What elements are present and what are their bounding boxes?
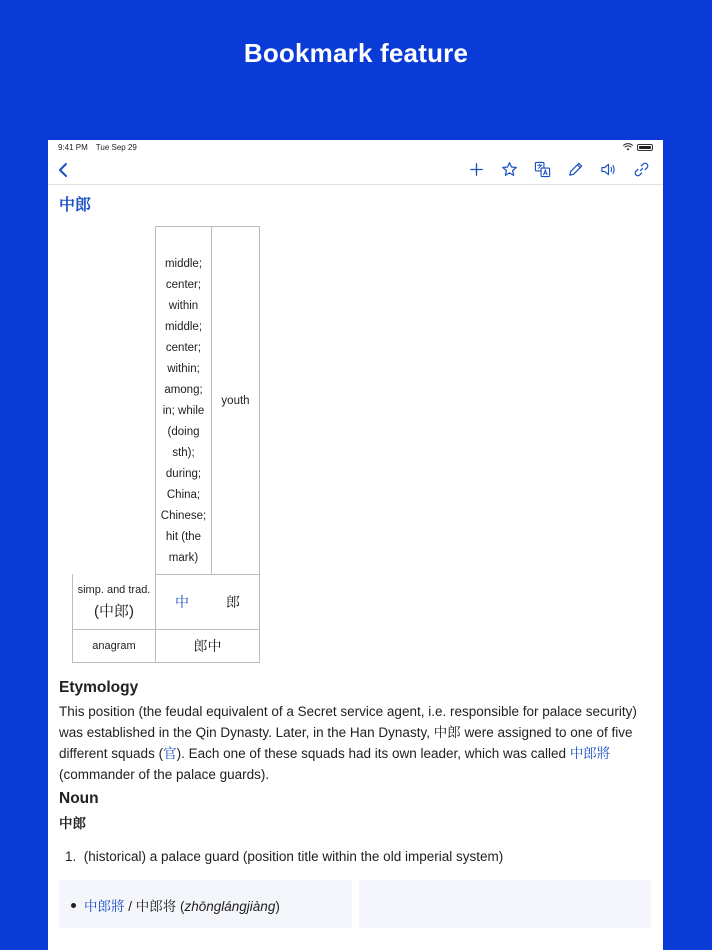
derived-terms-box-empty — [359, 880, 651, 928]
translate-icon — [534, 161, 551, 178]
gloss-line: middle; — [164, 258, 203, 270]
plus-icon — [468, 161, 485, 178]
battery-icon — [637, 144, 653, 151]
gloss-line: within — [168, 300, 199, 312]
noun-heading: Noun — [59, 790, 99, 807]
gloss-line: mark) — [168, 552, 199, 564]
gloss-line: China; — [166, 489, 201, 501]
anagram-label: anagram — [92, 639, 136, 652]
etymology-paragraph — [59, 701, 653, 785]
edit-button[interactable] — [566, 160, 585, 179]
headline: Bookmark feature — [243, 38, 469, 68]
back-icon[interactable] — [56, 162, 70, 178]
gloss-line: in; while — [162, 405, 205, 417]
etymology-text: ). Each one of these squads had its own leader, which was called — [176, 746, 570, 761]
derived-term-link[interactable]: 中郎將 — [84, 899, 125, 914]
definition-number: 1. — [65, 849, 77, 864]
guan-link[interactable]: 官 — [163, 746, 177, 761]
gloss-line: among; — [164, 384, 203, 396]
link-icon — [633, 161, 650, 178]
character-lang: 郎 — [226, 593, 240, 610]
derived-term-item — [71, 895, 280, 915]
share-link-button[interactable] — [632, 160, 651, 179]
entry-content — [59, 678, 653, 867]
definition-text: (historical) a palace guard (position title within the old imperial system) — [83, 849, 504, 864]
translate-button[interactable] — [533, 160, 552, 179]
gloss-line: Chinese; — [160, 510, 207, 522]
toolbar — [467, 160, 651, 179]
simp-trad-value: (中郎) — [94, 603, 134, 620]
star-icon — [501, 161, 518, 178]
audio-button[interactable] — [599, 160, 618, 179]
gloss-line: center; — [165, 342, 202, 354]
add-button[interactable] — [467, 160, 486, 179]
status-bar — [48, 140, 663, 154]
gloss-line: (doing — [167, 426, 200, 438]
gloss-line: middle; — [164, 321, 203, 333]
navigation-bar — [48, 154, 663, 185]
pencil-icon — [567, 161, 584, 178]
status-date: Tue Sep 29 — [95, 142, 137, 152]
speaker-icon — [600, 161, 617, 178]
youth-cell — [211, 226, 260, 575]
etymology-text: (commander of the palace guards). — [59, 767, 270, 782]
definition-item — [59, 846, 653, 867]
status-time: 9:41 PM — [58, 142, 88, 152]
gloss-line: sth); — [172, 447, 195, 459]
simp-trad-label-cell — [72, 574, 156, 630]
derived-term-pinyin: zhōnglángjiàng — [184, 899, 276, 914]
anagram-value-cell — [155, 629, 260, 663]
gloss-line: during; — [165, 468, 202, 480]
device-screen — [48, 140, 663, 950]
entry-title: 中郎 — [59, 197, 92, 214]
character-link-zhong[interactable]: 中 — [175, 593, 189, 610]
simp-trad-label: simp. and trad. — [77, 584, 151, 596]
gloss-line: hit (the — [165, 531, 202, 543]
gloss-line: center; — [165, 279, 202, 291]
anagram-value: 郎中 — [193, 637, 222, 654]
headword: 中郎 — [59, 816, 86, 831]
gloss-cell — [155, 226, 212, 575]
anagram-label-cell — [72, 629, 156, 663]
bookmark-button[interactable] — [500, 160, 519, 179]
etymology-heading: Etymology — [59, 679, 139, 696]
youth-gloss: youth — [221, 394, 250, 407]
characters-cell — [155, 574, 260, 630]
multitask-dots: · · · — [348, 144, 363, 150]
etymology-text: This position (the feudal equivalent of a Secret service agent, i.e. responsible for palace security) was established in the Qin Dynasty. Later, in the Han Dynasty, 中郎 were assigned to one of five different squads ( — [59, 704, 637, 761]
derived-term-close: ) — [275, 899, 280, 914]
gloss-line: within; — [167, 363, 200, 375]
derived-terms-box — [59, 880, 352, 928]
zhonglangjiang-link[interactable]: 中郎將 — [569, 746, 611, 761]
derived-term-simplified: / 中郎将 ( — [124, 899, 185, 914]
